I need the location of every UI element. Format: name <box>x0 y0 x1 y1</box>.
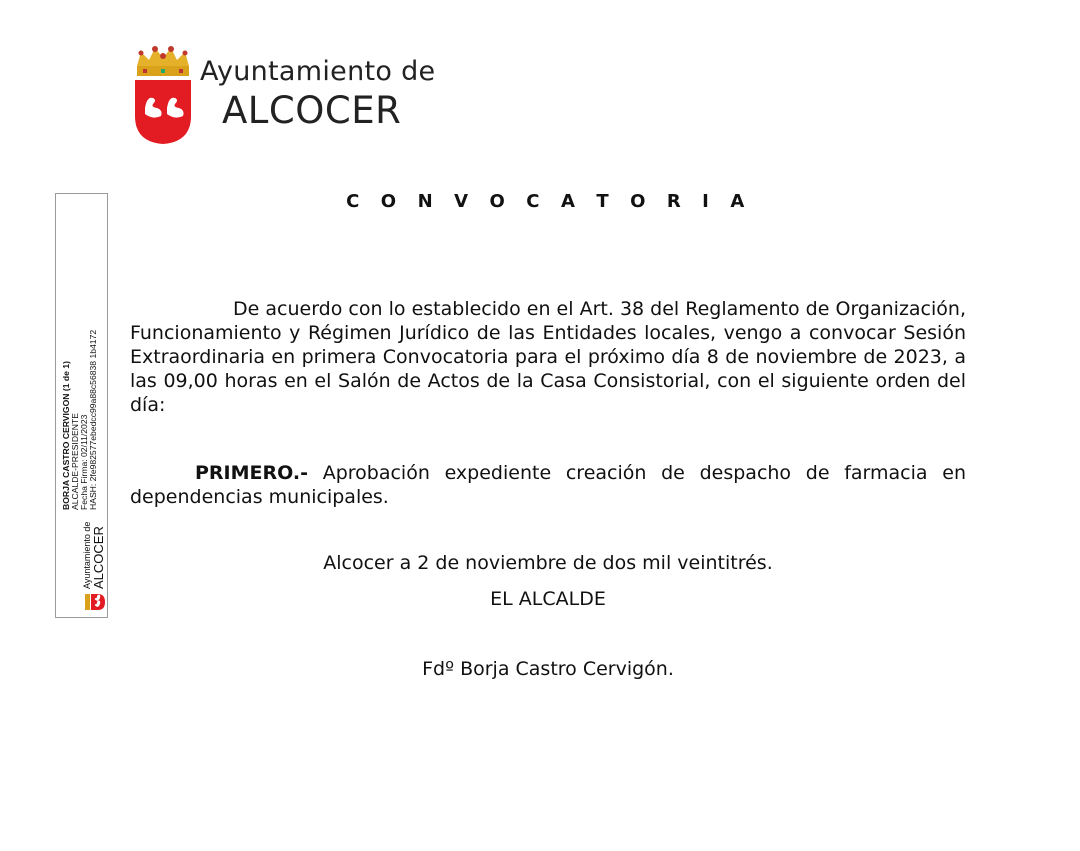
signer-title: EL ALCALDE <box>490 588 606 610</box>
agenda-item-label: PRIMERO.- <box>195 462 308 484</box>
institution-name-line2: ALCOCER <box>222 89 402 132</box>
electronic-signature-stamp <box>55 193 108 618</box>
document-title: C O N V O C A T O R I A <box>346 191 752 212</box>
shield-icon <box>135 80 191 144</box>
body-paragraph: De acuerdo con lo establecido en el Art. 38 del Reglamento de Organización, Funcionamiento y Régimen Jurídico de las Entidades locales, vengo a convocar Sesión Extraordinaria en primera Convocatoria para el próximo día 8 de noviembre de 2023, a las 09,00 horas en el Salón de Actos de la Casa Consistorial, con el siguiente orden del día: <box>130 298 966 416</box>
agenda-item-text: Aprobación expediente creación de despacho de farmacia en dependencias municipales. <box>130 462 966 508</box>
stamp-org-line1: Ayuntamiento de <box>82 521 92 589</box>
stamp-hash: HASH: 2fe982577ebedcc99a88c56838 1b4172 <box>88 329 98 510</box>
agenda-item <box>130 461 966 509</box>
place-and-date: Alcocer a 2 de noviembre de dos mil veintitrés. <box>323 552 773 574</box>
institution-name-line1: Ayuntamiento de <box>200 56 436 87</box>
coat-of-arms-logo <box>133 44 193 146</box>
signature-line: Fdº Borja Castro Cervigón. <box>422 658 674 680</box>
institution-header <box>200 56 435 132</box>
stamp-organization <box>82 522 105 589</box>
crown-icon <box>137 46 189 76</box>
stamp-signer-info <box>62 200 98 510</box>
stamp-org-line2: ALCOCER <box>91 526 106 589</box>
stamp-sign-date: Fecha Firma: 02/11/2023 <box>79 414 89 510</box>
stamp-coat-of-arms-icon <box>84 592 106 612</box>
stamp-signer-name: BORJA CASTRO CERVIGON (1 de 1) <box>61 361 71 510</box>
stamp-signer-role: ALCALDE-PRESIDENTE <box>70 413 80 510</box>
